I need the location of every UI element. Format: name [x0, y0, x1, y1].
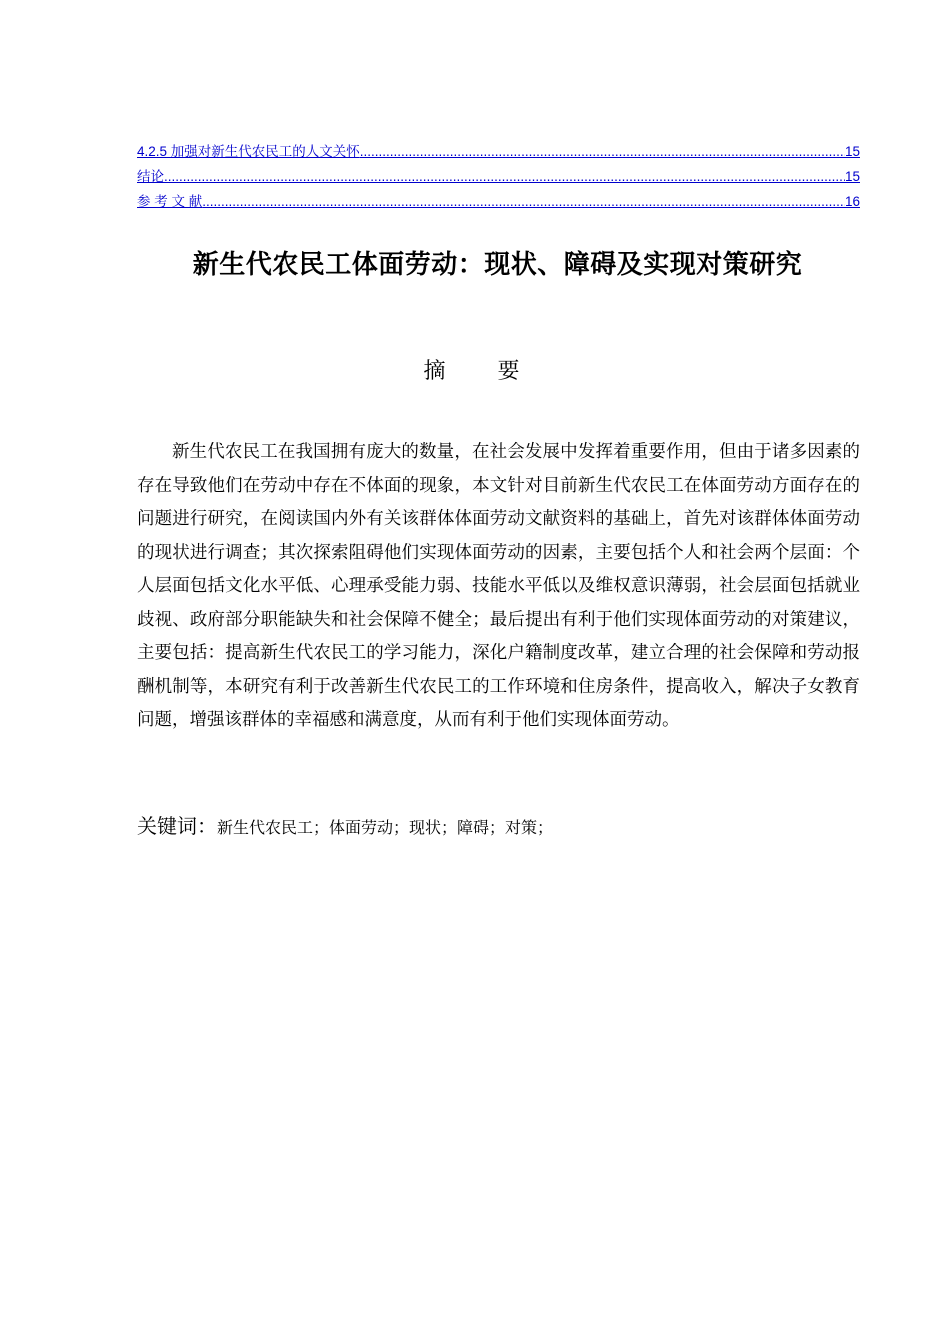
- toc-leader-dots: [360, 139, 845, 164]
- toc-entry-page[interactable]: 15: [844, 169, 860, 184]
- toc-entry-label[interactable]: 参 考 文 献: [137, 194, 203, 209]
- paper-title: 新生代农民工体面劳动：现状、障碍及实现对策研究: [192, 250, 803, 280]
- table-of-contents: [137, 139, 860, 214]
- toc-entry-references[interactable]: [137, 189, 860, 214]
- toc-entry-label[interactable]: 结论: [137, 169, 164, 184]
- toc-leader-dots: [202, 189, 845, 214]
- keywords-line: [137, 810, 860, 839]
- toc-entry-page[interactable]: 16: [844, 194, 860, 209]
- keywords-label: 关键词：: [137, 814, 217, 838]
- keywords-value: 新生代农民工；体面劳动；现状；障碍；对策；: [217, 818, 554, 837]
- toc-leader-dots: [164, 164, 845, 189]
- abstract-heading: 摘要: [423, 359, 572, 384]
- abstract-body: 新生代农民工在我国拥有庞大的数量，在社会发展中发挥着重要作用，但由于诸多因素的存在导致他们在劳动中存在不体面的现象，本文针对目前新生代农民工在体面劳动方面存在的问题进行研究，在阅读国内外有关该群体体面劳动文献资料的基础上，首先对该群体体面劳动的现状进行调查；其次探索阻碍他们实现体面劳动的因素，主要包括个人和社会两个层面：个人层面包括文化水平低、心理承受能力弱、技能水平低以及维权意识薄弱，社会层面包括就业歧视、政府部分职能缺失和社会保障不健全；最后提出有利于他们实现体面劳动的对策建议，主要包括：提高新生代农民工的学习能力，深化户籍制度改革，建立合理的社会保障和劳动报酬机制等，本研究有利于改善新生代农民工的工作环境和住房条件，提高收入，解决子女教育问题，增强该群体的幸福感和满意度，从而有利于他们实现体面劳动。: [137, 442, 860, 730]
- toc-entry-page[interactable]: 15: [844, 144, 860, 159]
- toc-entry-conclusion[interactable]: [137, 164, 860, 189]
- toc-entry-4-2-5[interactable]: [137, 139, 860, 164]
- toc-entry-label[interactable]: 4.2.5 加强对新生代农民工的人文关怀: [137, 144, 360, 159]
